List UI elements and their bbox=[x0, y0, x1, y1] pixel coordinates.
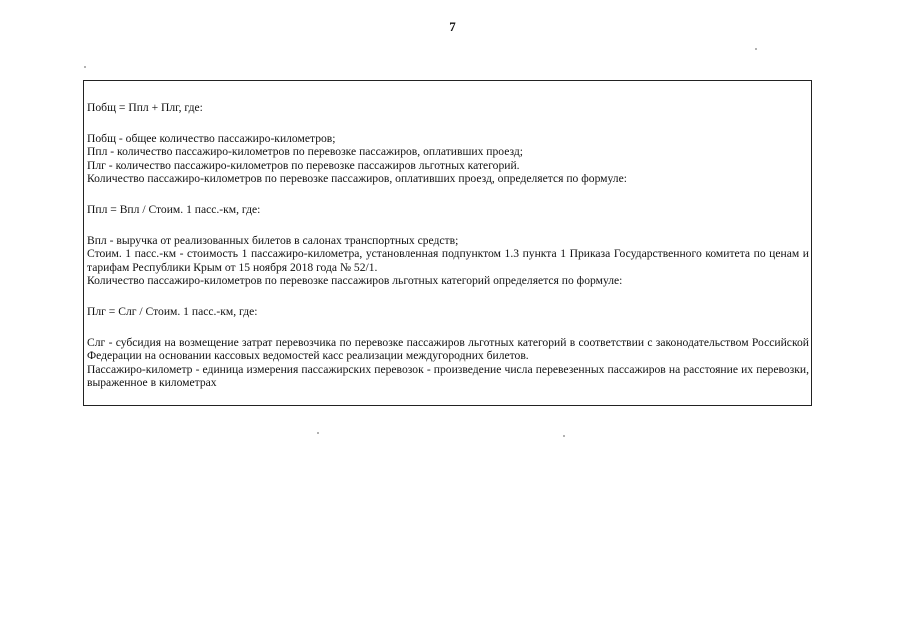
formula-paid: Ппл = Впл / Стоим. 1 пасс.-км, где: bbox=[87, 202, 261, 216]
definition-passenger-km: Пассажиро-километр - единица измерения пассажирских перевозок - произведение числа перевезенных пассажиров на расстояние их перевозки, выраженное в километрах bbox=[87, 362, 809, 390]
definition-total: Побщ - общее количество пассажиро-километров; bbox=[87, 131, 336, 145]
spacer bbox=[87, 288, 809, 305]
intro-benefit: Количество пассажиро-километров по перевозке пассажиров льготных категорий определяется по формуле: bbox=[87, 274, 623, 288]
formula-benefit: Плг = Слг / Стоим. 1 пасс.-км, где: bbox=[87, 304, 258, 318]
definition-subsidy: Слг - субсидия на возмещение затрат перевозчика по перевозке пассажиров льготных категорий в соответствии с законодательством Российской Федерации на основании кассовых ведомостей касс реализации междугородних билетов. bbox=[87, 335, 809, 363]
spacer bbox=[87, 319, 809, 336]
definition-cost: Стоим. 1 пасс.-км - стоимость 1 пассажиро-километра, установленная подпунктом 1.3 пункта 1 Приказа Государственного комитета по ценам и тарифам Республики Крым от 15 ноября 2018 года № 52/1. bbox=[87, 247, 809, 274]
intro-paid: Количество пассажиро-километров по перевозке пассажиров, оплативших проезд, определяется по формуле: bbox=[87, 172, 627, 186]
scan-speck bbox=[84, 66, 86, 68]
formula-total: Побщ = Ппл + Плг, где: bbox=[87, 101, 203, 114]
formula-frame bbox=[83, 80, 812, 406]
scan-speck bbox=[755, 48, 757, 50]
definition-revenue: Впл - выручка от реализованных билетов в салонах транспортных средств; bbox=[87, 233, 459, 247]
scan-speck bbox=[317, 432, 319, 434]
definition-benefit: Плг - количество пассажиро-километров по перевозке пассажиров льготных категорий. bbox=[87, 158, 520, 172]
definition-paid: Ппл - количество пассажиро-километров по перевозке пассажиров, оплативших проезд; bbox=[87, 145, 524, 159]
spacer bbox=[87, 217, 809, 234]
spacer bbox=[87, 186, 809, 203]
scan-speck bbox=[563, 435, 565, 437]
spacer bbox=[87, 115, 809, 132]
page-number: 7 bbox=[449, 19, 456, 34]
